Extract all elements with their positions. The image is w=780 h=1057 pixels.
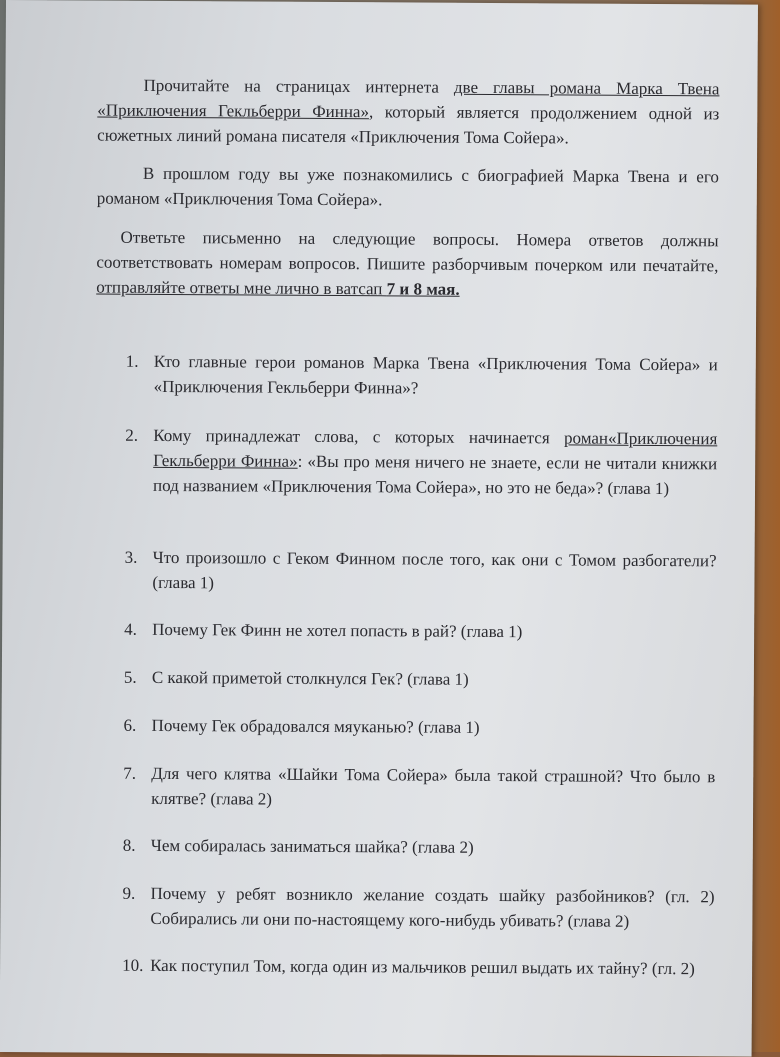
question-number: 6. <box>123 715 137 735</box>
question-text: Кто главные герои романов Марка Твена «Приключения Тома Сойера» и «Приключения Гекльберри Финна»? <box>153 351 718 398</box>
intro-paragraph-2 <box>97 161 719 215</box>
question-item <box>93 713 715 742</box>
question-item <box>95 423 717 502</box>
question-item <box>93 761 715 815</box>
question-text: Чем собиралась заниматься шайка? (глава 2) <box>150 835 474 857</box>
question-item <box>92 953 714 982</box>
question-text-part: : «Вы про меня ничего не знаете, если не читали книжки под названием «Приключения Тома Сойера», но это не беда»? (глава 1) <box>152 451 718 499</box>
instructions-paragraph <box>96 225 718 304</box>
question-text: Что произошло с Геком Финном после того, как они с Томом разбогатели? (глава 1) <box>152 547 717 593</box>
intro-text: Прочитайте на страницах интернета <box>143 75 454 97</box>
question-text: Почему Гек обрадовался мяуканью? (глава 1) <box>151 715 480 737</box>
question-text: Для чего клятва «Шайки Тома Сойера» была такой страшной? Что было в клятве? (глава 2) <box>151 763 716 809</box>
question-number: 2. <box>125 425 139 445</box>
send-answers-underlined: отправляйте ответы мне лично в ватсап <box>96 277 387 299</box>
question-number: 4. <box>124 619 137 639</box>
question-item <box>96 349 718 403</box>
question-text: Как поступил Том, когда один из мальчиков решил выдать их тайну? (гл. 2) <box>150 955 695 979</box>
question-number: 8. <box>122 835 136 855</box>
questions-list <box>96 349 718 979</box>
question-item <box>94 545 716 599</box>
intro-text: , который является продолжением одной из сюжетных линий романа писателя «Приключения Тома Сойера». <box>97 102 720 148</box>
question-text-part: Кому принадлежат слова, с которых начинается <box>153 425 565 448</box>
intro-text: В прошлом году вы уже познакомились с биографией Марка Твена и его романом «Приключения Тома Сойера». <box>96 163 719 210</box>
question-text: Почему у ребят возникло желание создать шайку разбойников? (гл. 2) Собирались ли они по-настоящему кого-нибудь убивать? (глава 2) <box>150 883 715 931</box>
question-number: 1. <box>125 351 139 371</box>
due-dates-bold: 7 и 8 мая. <box>386 279 460 299</box>
instructions-text: Ответьте письменно на следующие вопросы. Номера ответов должны соответствовать номерам вопросов. Пишите разборчивым почерком или печатайте, <box>96 227 719 276</box>
question-text: С какой приметой столкнулся Гек? (глава 1) <box>151 667 469 689</box>
novel-title-underlined: две главы романа Марка Твена «Приключения Гекльберри Финна» <box>97 77 720 122</box>
question-item <box>93 833 715 862</box>
question-number: 7. <box>123 763 137 783</box>
question-number: 10. <box>122 955 144 975</box>
question-number: 9. <box>122 883 136 903</box>
question-number: 5. <box>123 667 137 687</box>
question-item <box>92 881 714 935</box>
intro-paragraph-1 <box>97 73 719 152</box>
novel-title-underlined: роман«Приключения Гекльберри Финна» <box>153 428 718 471</box>
question-text <box>153 423 717 501</box>
question-number: 3. <box>124 547 138 567</box>
question-text: Почему Гек Финн не хотел попасть в рай? (глава 1) <box>152 619 523 642</box>
question-item <box>94 617 716 646</box>
question-item <box>94 665 716 694</box>
